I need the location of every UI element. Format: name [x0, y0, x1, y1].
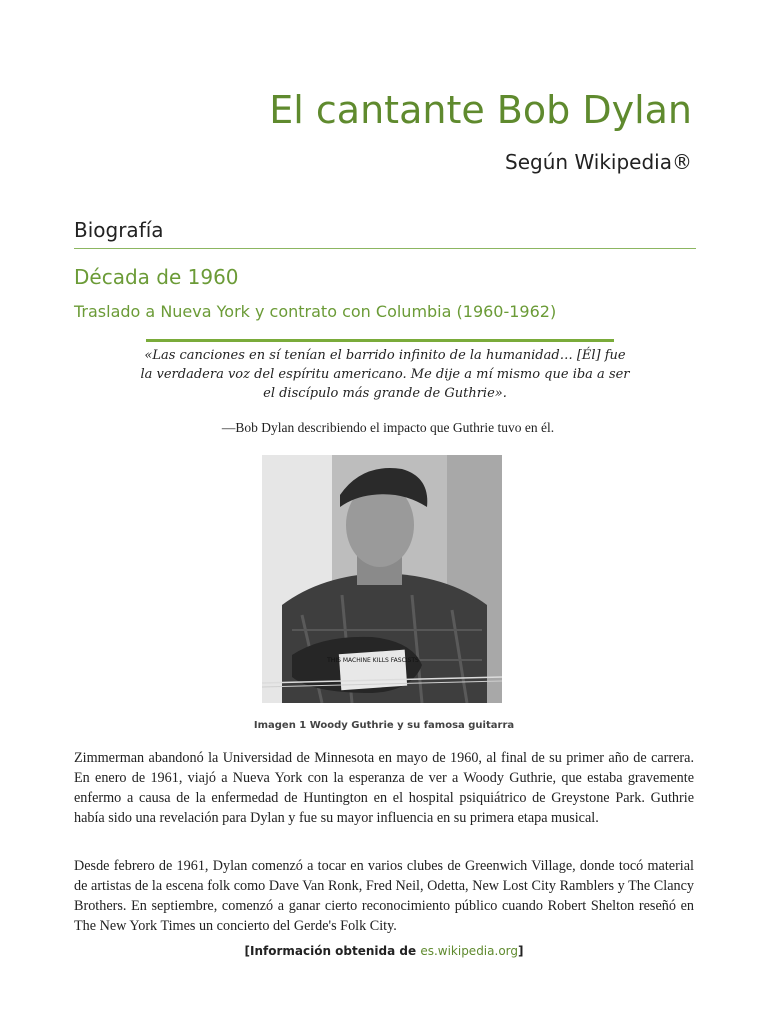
quote-attribution: —Bob Dylan describiendo el impacto que Guthrie tuvo en él. — [221, 420, 555, 435]
source-footer — [0, 944, 768, 958]
document-subtitle: Según Wikipedia® — [505, 150, 692, 174]
section-heading-biografia: Biografía — [74, 218, 696, 249]
subsubsection-heading: Traslado a Nueva York y contrato con Columbia (1960-1962) — [74, 302, 557, 321]
woody-guthrie-photo — [262, 455, 502, 703]
image-caption: Imagen 1 Woody Guthrie y su famosa guitarra — [253, 720, 515, 731]
footer-open-bracket: [ — [244, 944, 250, 958]
guitar-sign-text: THIS MACHINE KILLS FASCISTS — [327, 657, 419, 664]
subsection-heading-decade: Década de 1960 — [74, 265, 239, 289]
paragraph-1: Zimmerman abandonó la Universidad de Minnesota en mayo de 1960, al final de su primer año de carrera. En enero de 1961, viajó a Nueva York con la esperanza de ver a Woody Guthrie, que estaba gravemente enfermo a causa de la enfermedad de Huntington en el hospital psiquiátrico de Greystone Park. Guthrie había sido una revelación para Dylan y fue su mayor influencia en su primera etapa musical. — [74, 750, 694, 826]
footer-prefix: Información obtenida de — [249, 944, 421, 958]
block-quote: «Las canciones en sí tenían el barrido infinito de la humanidad… [Él] fue la verdadera voz del espíritu americano. Me dije a mí mismo que iba a ser el discípulo más grande de Guthrie». — [140, 348, 630, 401]
paragraph-2: Desde febrero de 1961, Dylan comenzó a tocar en varios clubes de Greenwich Village, donde tocó material de artistas de la escena folk como Dave Van Ronk, Fred Neil, Odetta, New Lost City Ramblers y The Clancy Brothers. En septiembre, comenzó a ganar cierto reconocimiento público cuando Robert Shelton reseñó en The New York Times un concierto del Gerde's Folk City. — [74, 858, 694, 934]
quote-divider — [146, 339, 614, 342]
document-title: El cantante Bob Dylan — [269, 88, 692, 132]
source-link[interactable]: es.wikipedia.org — [420, 944, 518, 958]
footer-close-bracket: ] — [518, 944, 524, 958]
